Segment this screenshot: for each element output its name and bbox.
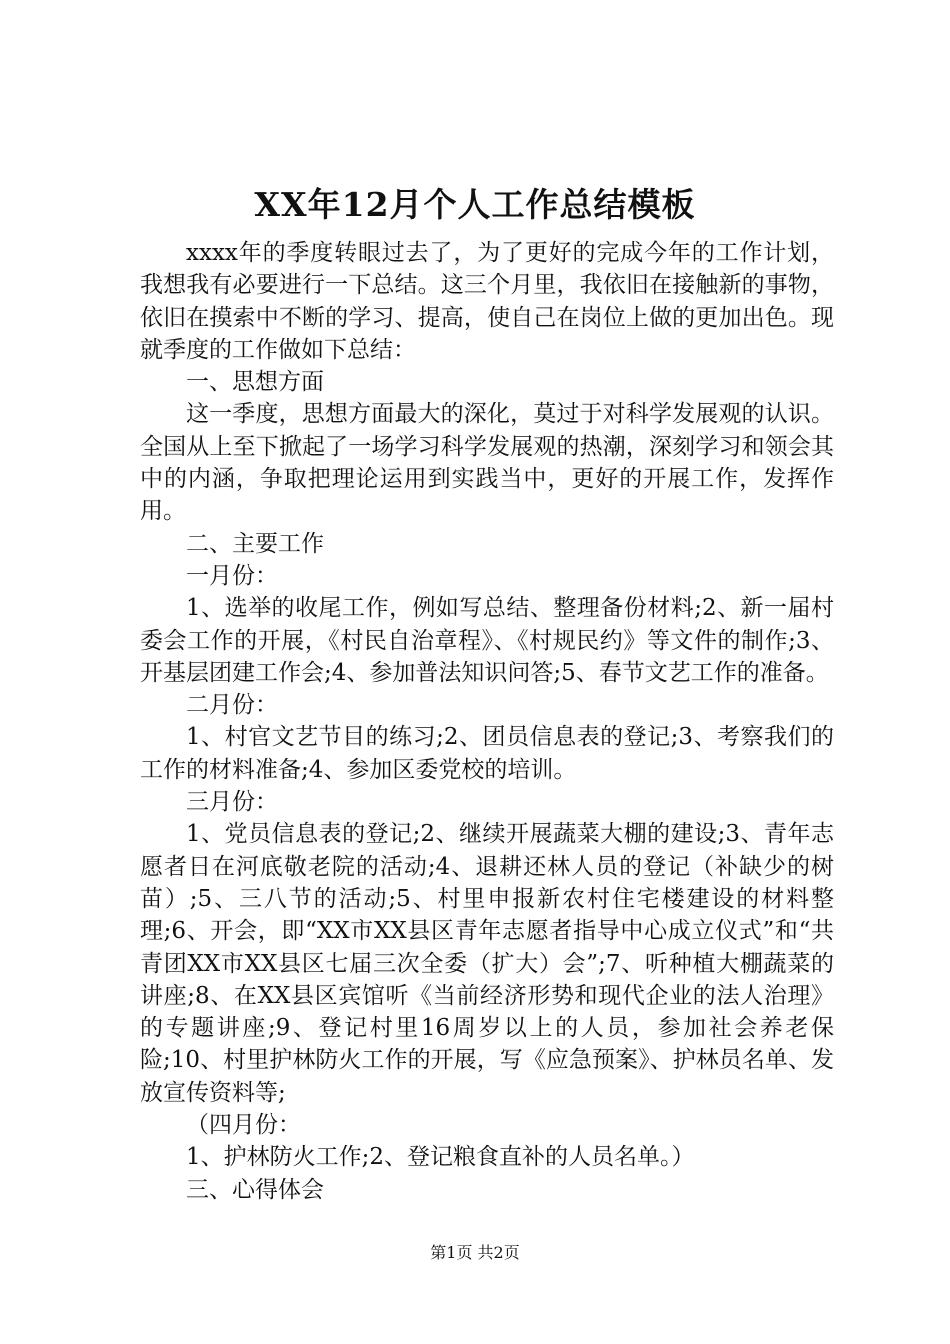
month-heading-april: （四月份： bbox=[186, 1112, 301, 1139]
document-body bbox=[140, 237, 834, 1206]
february-paragraph: 1、村官文艺节目的练习;2、团员信息表的登记;3、考察我们的工作的材料准备;4、参加区委党校的培训。 bbox=[140, 724, 834, 783]
month-heading-february: 二月份： bbox=[186, 692, 278, 719]
april-paragraph: 1、护林防火工作;2、登记粮食直补的人员名单。） bbox=[186, 1144, 695, 1171]
intro-paragraph: xxxx年的季度转眼过去了，为了更好的完成今年的工作计划，我想我有必要进行一下总结。这三个月里，我依旧在接触新的事物，依旧在摸索中不断的学习、提高，使自己在岗位上做的更加出色。现就季度的工作做如下总结： bbox=[140, 240, 834, 363]
thought-paragraph: 这一季度，思想方面最大的深化，莫过于对科学发展观的认识。全国从上至下掀起了一场学习科学发展观的热潮，深刻学习和领会其中的内涵，争取把理论运用到实践当中，更好的开展工作，发挥作用。 bbox=[140, 401, 834, 525]
section-heading-main-work: 二、主要工作 bbox=[186, 530, 324, 557]
section-heading-thought: 一、思想方面 bbox=[186, 369, 324, 396]
document-title: XX年12月个人工作总结模板 bbox=[254, 185, 696, 224]
section-heading-reflections: 三、心得体会 bbox=[186, 1176, 324, 1203]
month-heading-march: 三月份： bbox=[186, 789, 278, 816]
month-heading-january: 一月份： bbox=[186, 562, 278, 589]
march-paragraph: 1、党员信息表的登记;2、继续开展蔬菜大棚的建设;3、青年志愿者日在河底敬老院的活动;4、退耕还林人员的登记（补缺少的树苗）;5、三八节的活动;5、村里申报新农村住宅楼建设的材料整理;6、开会，即“XX市XX县区青年志愿者指导中心成立仪式”和“共青团XX市XX县区七届三次全委（扩大）会”;7、听种植大棚蔬菜的讲座;8、在XX县区宾馆听《当前经济形势和现代企业的法人治理》的专题讲座;9、登记村里16周岁以上的人员，参加社会养老保险;10、村里护林防火工作的开展，写《应急预案》、护林员名单、发放宣传资料等; bbox=[140, 821, 834, 1106]
january-paragraph: 1、选举的收尾工作，例如写总结、整理备份材料;2、新一届村委会工作的开展，《村民自治章程》、《村规民约》等文件的制作;3、开基层团建工作会;4、参加普法知识问答;5、春节文艺工作的准备。 bbox=[140, 595, 834, 686]
page-footer: 第1页 共2页 bbox=[430, 1243, 520, 1262]
